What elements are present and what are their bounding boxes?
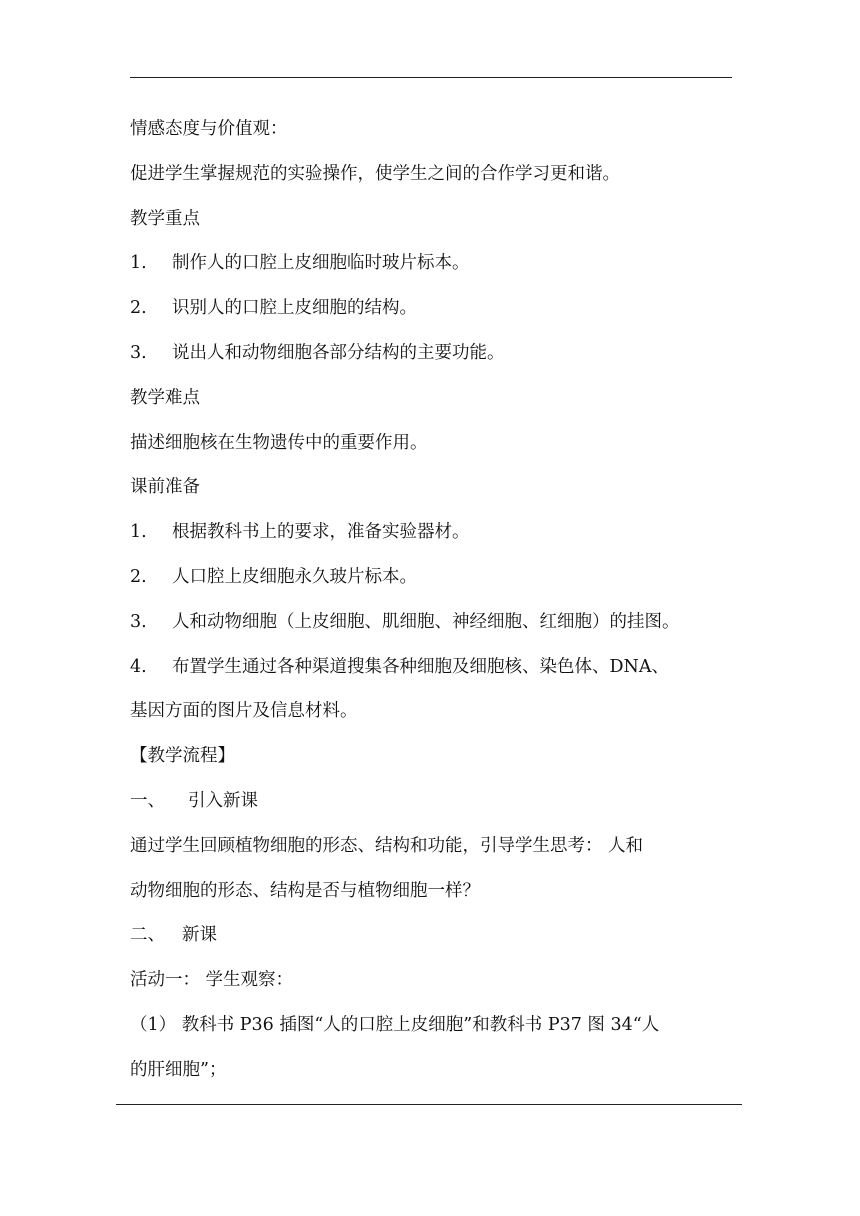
paragraph: 动物细胞的形态、结构是否与植物细胞一样？ [130, 880, 480, 901]
heading-difficulty: 教学难点 [130, 387, 200, 408]
heading-key-points: 教学重点 [130, 208, 200, 229]
list-item: 3. 说出人和动物细胞各部分结构的主要功能。 [130, 342, 505, 363]
list-item: 1. 制作人的口腔上皮细胞临时玻片标本。 [130, 253, 470, 274]
document-body [130, 112, 750, 1098]
paragraph: 基因方面的图片及信息材料。 [130, 701, 358, 722]
list-item: 4. 布置学生通过各种渠道搜集各种细胞及细胞核、染色体、DNA、 [130, 656, 669, 677]
list-item: 3. 人和动物细胞（上皮细胞、肌细胞、神经细胞、红细胞）的挂图。 [130, 611, 680, 632]
section-heading: 二、 新课 [130, 925, 217, 946]
heading-flow: 【教学流程】 [130, 746, 235, 767]
section-heading: 一、 引入新课 [130, 790, 258, 811]
header-rule [130, 77, 732, 78]
paragraph: 活动一： 学生观察： [130, 970, 294, 991]
paragraph: 描述细胞核在生物遗传中的重要作用。 [130, 432, 428, 453]
list-item: 2. 识别人的口腔上皮细胞的结构。 [130, 298, 417, 319]
heading-attitude: 情感态度与价值观： [130, 119, 288, 139]
heading-preparation: 课前准备 [130, 477, 200, 498]
list-item: 2. 人口腔上皮细胞永久玻片标本。 [130, 566, 417, 587]
paragraph: 促进学生掌握规范的实验操作，使学生之间的合作学习更和谐。 [130, 163, 620, 184]
paragraph: （1） 教科书 P36 插图“人的口腔上皮细胞”和教科书 P37 图 34“人 [130, 1014, 660, 1035]
paragraph: 的肝细胞”； [130, 1059, 227, 1080]
paragraph: 通过学生回顾植物细胞的形态、结构和功能，引导学生思考： 人和 [130, 835, 644, 856]
footer-rule [116, 1104, 742, 1105]
list-item: 1. 根据教科书上的要求，准备实验器材。 [130, 522, 470, 543]
